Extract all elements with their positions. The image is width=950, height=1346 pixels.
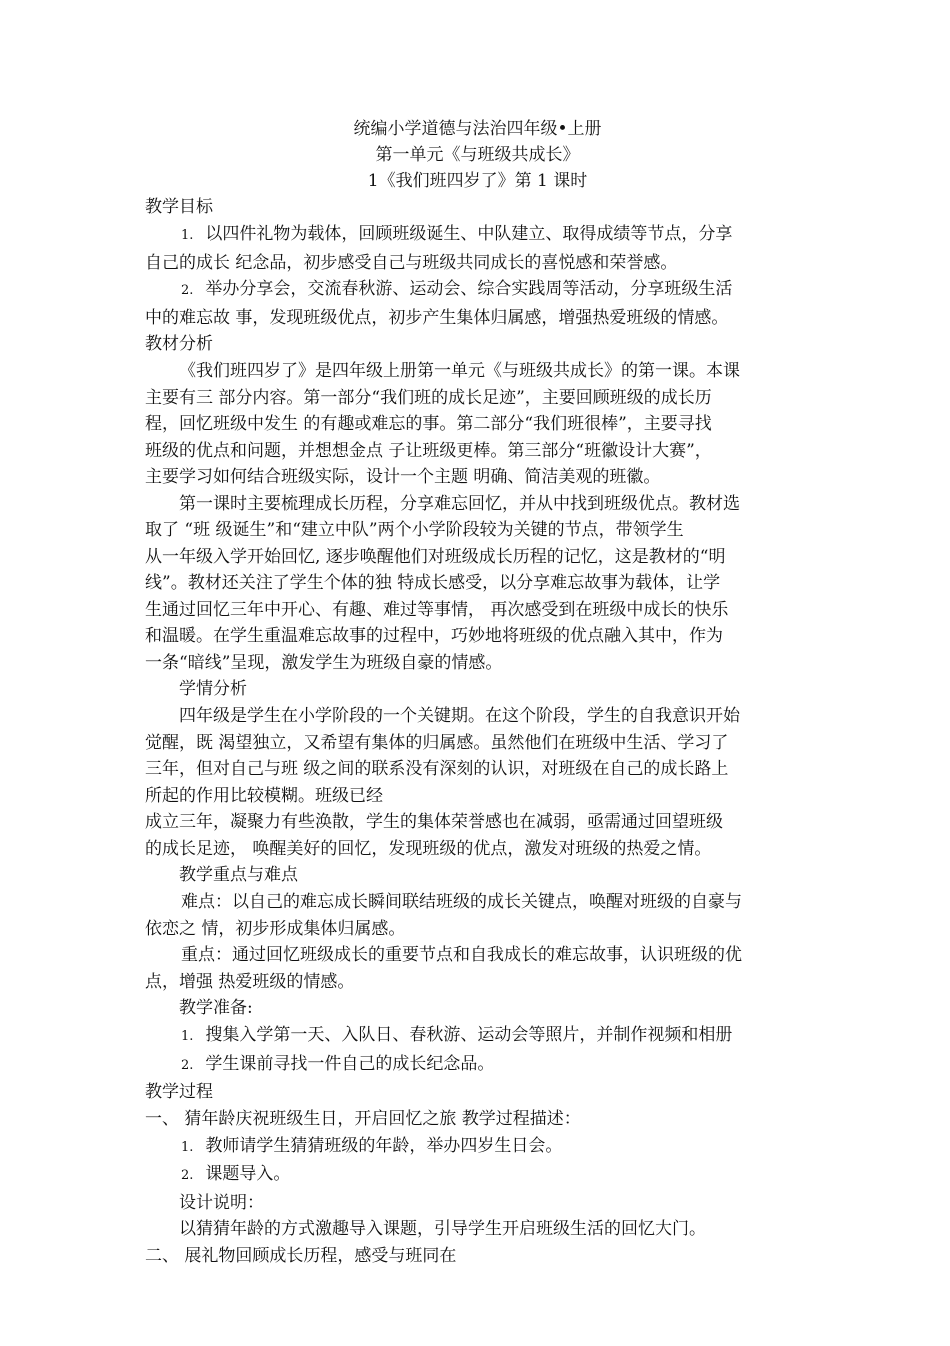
material-p1-line: 主要学习如何结合班级实际，设计一个主题 明确、简洁美观的班徽。 [145, 467, 661, 487]
process-heading: 教学过程 [145, 1082, 213, 1102]
material-p1-line: 班级的优点和问题，并想想金点 子让班级更棒。第三部分“班徽设计大赛”， [145, 440, 712, 461]
doc-title-line-3: 1《我们班四岁了》第 1 课时 [367, 171, 588, 191]
material-p2-line: 生通过回忆三年中开心、有趣、难过等事情， 再次感受到在班级中成长的快乐 [145, 599, 729, 620]
design-text: 以猜猜年龄的方式激趣导入课题，引导学生开启班级生活的回忆大门。 [179, 1219, 706, 1239]
material-heading: 教材分析 [145, 334, 213, 354]
design-label: 设计说明： [179, 1192, 264, 1213]
objective-1-number: 1. [181, 228, 194, 243]
preparation-item-2-text: 学生课前寻找一件自己的成长纪念品。 [205, 1053, 495, 1074]
material-p2-line: 线”。教材还关注了学生个体的独 特成长感受，以分享难忘故事为载体，让学 [145, 573, 721, 593]
objective-1-line-1 [145, 221, 810, 250]
process-section-1: 一、 猜年龄庆祝班级生日，开启回忆之旅 教学过程描述： [145, 1109, 581, 1129]
preparation-item-1-number: 1. [181, 1029, 194, 1044]
difficult-point-line: 依恋之 情，初步形成集体归属感。 [145, 918, 406, 939]
learners-p1-line: 的成长足迹， 唤醒美好的回忆，发现班级的优点，激发对班级的热爱之情。 [145, 838, 712, 859]
objective-2-line-2: 中的难忘故 事，发现班级优点，初步产生集体归属感，增强热爱班级的情感。 [145, 307, 729, 328]
material-p2-line: 取了 “班 级诞生”和“建立中队”两个小学阶段较为关键的节点，带领学生 [145, 520, 684, 540]
objective-1-line-2: 自己的成长 纪念品，初步感受自己与班级共同成长的喜悦感和荣誉感。 [145, 252, 678, 273]
material-p2-line: 和温暖。在学生重温难忘故事的过程中，巧妙地将班级的优点融入其中，作为 [145, 626, 723, 646]
preparation-item-2-number: 2. [181, 1057, 194, 1073]
learners-p1-line: 觉醒，既 渴望独立，又希望有集体的归属感。虽然他们在班级中生活、学习了 [145, 732, 729, 753]
doc-title-line-2: 第一单元《与班级共成长》 [375, 145, 580, 165]
objective-2-line-1 [145, 276, 810, 305]
process-item-1 [145, 1133, 810, 1162]
learners-heading: 学情分析 [179, 679, 247, 699]
process-item-2-number: 2. [181, 1168, 194, 1183]
keypoints-heading: 教学重点与难点 [179, 865, 298, 885]
learners-p1-line: 所起的作用比较模糊。班级已经 [145, 785, 383, 806]
preparation-item-2 [145, 1051, 810, 1080]
doc-title-line-1: 统编小学道德与法治四年级•上册 [353, 119, 602, 139]
difficult-point-line: 难点：以自己的难忘成长瞬间联结班级的成长关键点，唤醒对班级的自豪与 [181, 892, 742, 912]
material-p2-line: 一条“暗线”呈现，激发学生为班级自豪的情感。 [145, 652, 503, 673]
preparation-heading: 教学准备: [179, 998, 253, 1018]
material-p1-line: 《我们班四岁了》是四年级上册第一单元《与班级共成长》的第一课。本课 [179, 361, 740, 381]
preparation-item-1-text: 搜集入学第一天、入队日、春秋游、运动会等照片，并制作视频和相册 [205, 1025, 733, 1045]
material-p2-line: 第一课时主要梳理成长历程，分享难忘回忆，并从中找到班级优点。教材选 [179, 493, 740, 514]
process-item-2-text: 课题导入。 [205, 1164, 291, 1184]
preparation-item-1 [145, 1022, 810, 1051]
process-section-2: 二、 展礼物回顾成长历程，感受与班同在 [145, 1245, 457, 1266]
material-p1-line: 主要有三 部分内容。第一部分“我们班的成长足迹”，主要回顾班级的成长历 [145, 387, 712, 408]
process-item-1-number: 1. [181, 1139, 194, 1155]
key-point-line: 点，增强 热爱班级的情感。 [145, 971, 355, 992]
process-item-1-text: 教师请学生猜猜班级的年龄，举办四岁生日会。 [205, 1135, 563, 1156]
learners-p1-line: 三年，但对自己与班 级之间的联系没有深刻的认识，对班级在自己的成长路上 [145, 759, 729, 779]
objective-1-text: 以四件礼物为载体，回顾班级诞生、中队建立、取得成绩等节点，分享 [205, 224, 733, 244]
material-p2-line: 从一年级入学开始回忆, 逐步唤醒他们对班级成长历程的记忆，这是教材的“明 [145, 546, 726, 567]
process-item-2 [145, 1161, 810, 1190]
document-page [145, 116, 810, 1269]
key-point-line: 重点：通过回忆班级成长的重要节点和自我成长的难忘故事，认识班级的优 [181, 945, 742, 965]
objective-2-text: 举办分享会，交流春秋游、运动会、综合实践周等活动，分享班级生活 [205, 279, 733, 299]
material-p1-line: 程，回忆班级中发生 的有趣或难忘的事。第二部分“我们班很棒”，主要寻找 [145, 414, 712, 434]
learners-p1-line: 四年级是学生在小学阶段的一个关键期。在这个阶段，学生的自我意识开始 [179, 706, 740, 726]
learners-p1-line: 成立三年，凝聚力有些涣散，学生的集体荣誉感也在减弱，亟需通过回望班级 [145, 812, 723, 832]
objectives-heading: 教学目标 [145, 197, 213, 217]
objective-2-number: 2. [181, 283, 194, 298]
